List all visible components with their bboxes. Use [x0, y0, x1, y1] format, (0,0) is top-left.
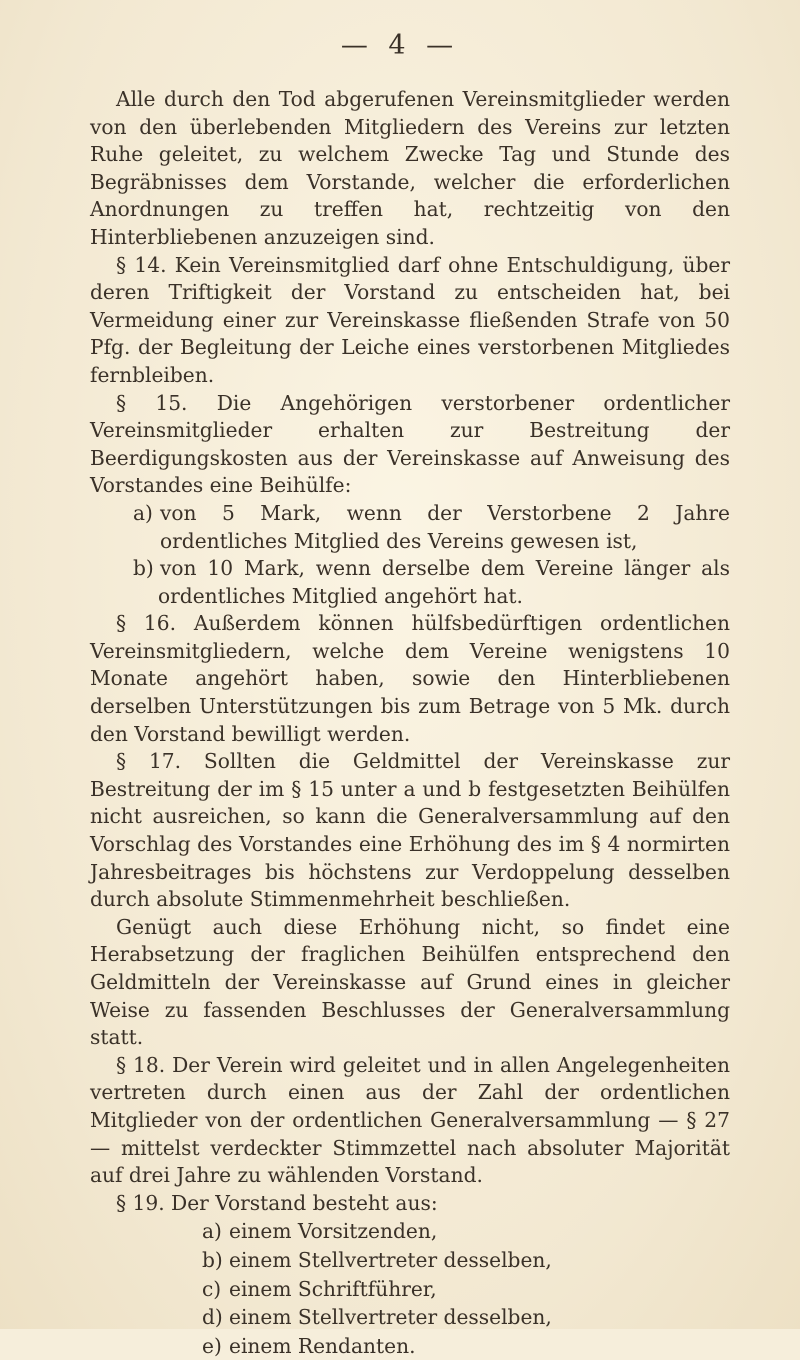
statute-text	[90, 86, 730, 1360]
list-item	[90, 1332, 730, 1360]
page-number: — 4 —	[340, 30, 460, 61]
section-18: § 18. Der Verein wird geleitet und in allen Angelegenheiten vertreten durch einen aus der Zahl der ordentlichen Mitglieder von der ordentlichen Generalversammlung — § 27 — mittelst verdeckter Stimmzettel nach absoluter Majorität auf drei Jahre zu wählenden Vorstand.	[90, 1052, 730, 1188]
list-marker: a)	[133, 500, 153, 525]
section-15-item-a	[90, 500, 730, 555]
list-item-text: einem Rendanten.	[229, 1333, 416, 1358]
list-marker: e)	[202, 1333, 222, 1358]
section-17-continuation: Genügt auch diese Erhöhung nicht, so findet eine Herabsetzung der fraglichen Beihülfen entsprechend den Geldmitteln der Vereinskasse auf Grund eines in gleicher Weise zu fassenden Beschlusses der Generalversammlung statt.	[90, 914, 730, 1050]
section-17: § 17. Sollten die Geldmittel der Vereinskasse zur Bestreitung der im § 15 unter a und b festgesetzten Beihülfen nicht ausreichen, so kann die Generalversammlung auf den Vorschlag des Vorstandes eine Erhöhung des im § 4 normirten Jahresbeitrages bis höchstens zur Verdoppelung desselben durch absolute Stimmenmehrheit beschließen.	[90, 749, 730, 912]
list-marker: a)	[202, 1219, 222, 1244]
list-item-text: einem Vorsitzenden,	[229, 1219, 438, 1244]
list-item-text: einem Schriftführer,	[229, 1276, 437, 1301]
list-item-text: einem Stellvertreter desselben,	[229, 1305, 552, 1330]
list-item-text: von 5 Mark, wenn der Verstorbene 2 Jahre ordentliches Mitglied des Vereins gewesen ist,	[160, 500, 730, 553]
list-marker: d)	[202, 1305, 223, 1330]
section-19: § 19. Der Vorstand besteht aus:	[116, 1190, 438, 1215]
board-members-list	[90, 1217, 730, 1360]
section-16: § 16. Außerdem können hülfsbedürftigen ordentlichen Vereinsmitgliedern, welche dem Vereine wenigstens 10 Monate angehört haben, sowie den Hinterbliebenen derselben Unterstützungen bis zum Betrage von 5 Mk. durch den Vorstand bewilligt werden.	[90, 611, 730, 746]
list-item	[90, 1303, 730, 1332]
section-15: § 15. Die Angehörigen verstorbener ordentlicher Vereinsmitglieder erhalten zur Bestreitung der Beerdigungskosten aus der Vereinskasse auf Anweisung des Vorstandes eine Beihülfe:	[90, 390, 730, 498]
list-marker: c)	[202, 1276, 222, 1301]
list-marker: b)	[133, 556, 154, 581]
list-marker: b)	[202, 1247, 223, 1272]
list-item	[90, 1246, 730, 1275]
list-item-text: einem Stellvertreter desselben,	[229, 1247, 552, 1272]
list-item	[90, 1275, 730, 1304]
section-14: § 14. Kein Vereinsmitglied darf ohne Entschuldigung, über deren Triftigkeit der Vorstand zu entscheiden hat, bei Vermeidung einer zur Vereinskasse fließenden Strafe von 50 Pfg. der Begleitung der Leiche eines verstorbenen Mitgliedes fernbleiben.	[90, 252, 730, 387]
section-15-item-b	[90, 555, 730, 610]
list-item	[90, 1217, 730, 1246]
list-item-text: von 10 Mark, wenn derselbe dem Vereine länger als ordentliches Mitglied angehört hat.	[158, 556, 730, 608]
paragraph-funeral-escort: Alle durch den Tod abgerufenen Vereinsmitglieder werden von den überlebenden Mitgliedern des Vereins zur letzten Ruhe geleitet, zu welchem Zwecke Tag und Stunde des Begräbnisses dem Vorstande, welcher die erforderlichen Anordnungen zu treffen hat, rechtzeitig von den Hinterbliebenen anzuzeigen sind.	[90, 87, 730, 249]
